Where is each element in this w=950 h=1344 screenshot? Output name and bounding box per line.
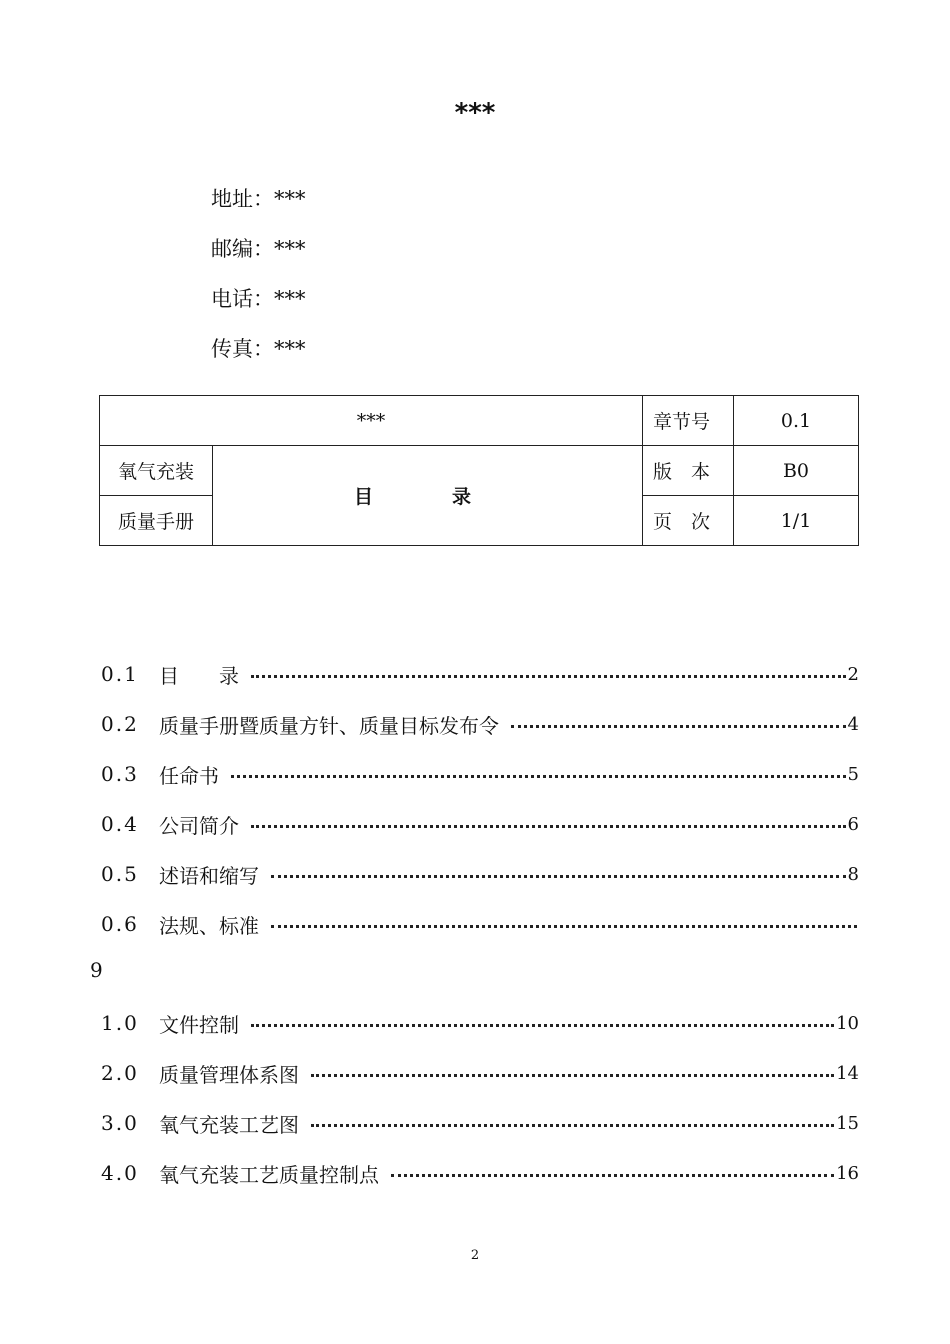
toc-leader-dots <box>251 825 846 828</box>
toc-page-number: 10 <box>836 1012 859 1034</box>
version-value: B0 <box>734 446 859 496</box>
toc-leader-dots <box>391 1174 834 1177</box>
toc-number: 4.0 <box>101 1161 139 1185</box>
toc-entry[interactable] <box>101 1158 859 1188</box>
toc-page-number: 2 <box>847 663 859 685</box>
contact-postcode <box>211 234 306 264</box>
toc-number: 3.0 <box>101 1111 139 1135</box>
toc-leader-dots <box>271 875 846 878</box>
toc-entry[interactable] <box>101 909 859 939</box>
version-label: 版 本 <box>643 446 734 496</box>
toc-entry[interactable] <box>101 809 859 839</box>
contact-label: 电话： <box>211 287 274 311</box>
header-company: *** <box>100 396 643 446</box>
toc-number: 0.6 <box>101 912 139 936</box>
toc-leader-dots <box>511 725 846 728</box>
toc-leader-dots <box>311 1074 834 1077</box>
toc-page-number: 6 <box>847 813 859 835</box>
toc-number: 2.0 <box>101 1061 139 1085</box>
toc-page-number: 8 <box>847 863 859 885</box>
toc-page-number: 14 <box>836 1062 859 1084</box>
toc-page-number: 16 <box>836 1162 859 1184</box>
toc-title: 法规、标准 <box>159 913 259 938</box>
toc-entry[interactable] <box>101 1058 859 1088</box>
contact-fax <box>211 334 306 364</box>
toc-number: 0.5 <box>101 862 139 886</box>
contact-label: 邮编： <box>211 237 274 261</box>
toc-leader-dots <box>271 925 857 928</box>
contact-label: 传真： <box>211 337 274 361</box>
toc-entry[interactable] <box>101 859 859 889</box>
toc-leader-dots <box>251 675 846 678</box>
toc-entry[interactable] <box>101 759 859 789</box>
toc-title: 公司简介 <box>159 813 239 838</box>
toc-title: 任命书 <box>159 763 219 788</box>
toc-title: 质量手册暨质量方针、质量目标发布令 <box>159 713 499 738</box>
toc-page-number: 4 <box>847 713 859 735</box>
contact-phone <box>211 284 306 314</box>
header-left-line2: 质量手册 <box>100 496 213 546</box>
toc-leader-dots <box>231 775 846 778</box>
page-label: 页 次 <box>643 496 734 546</box>
toc-wrapped-page-number: 9 <box>90 958 103 982</box>
chapter-label: 章节号 <box>643 396 734 446</box>
toc-page-number: 15 <box>836 1112 859 1134</box>
contact-value: *** <box>274 287 306 311</box>
document-header-table <box>99 395 859 546</box>
toc-title: 述语和缩写 <box>159 863 259 888</box>
page-value: 1/1 <box>734 496 859 546</box>
main-title: 目 录 <box>213 446 643 546</box>
toc-title: 氧气充装工艺质量控制点 <box>159 1162 379 1187</box>
toc-number: 0.3 <box>101 762 139 786</box>
toc-leader-dots <box>251 1024 834 1027</box>
toc-leader-dots <box>311 1124 834 1127</box>
footer-page-number: 2 <box>470 1248 480 1263</box>
toc-number: 0.2 <box>101 712 139 736</box>
toc-entry[interactable] <box>101 709 859 739</box>
contact-address <box>211 184 306 214</box>
toc-entry[interactable] <box>101 659 859 689</box>
toc-title: 氧气充装工艺图 <box>159 1112 299 1137</box>
company-title: *** <box>454 98 496 128</box>
contact-value: *** <box>274 187 306 211</box>
toc-entry[interactable] <box>101 1008 859 1038</box>
chapter-value: 0.1 <box>734 396 859 446</box>
contact-label: 地址： <box>211 187 274 211</box>
header-left-line1: 氧气充装 <box>100 446 213 496</box>
contact-value: *** <box>274 337 306 361</box>
toc-title: 质量管理体系图 <box>159 1062 299 1087</box>
toc-title: 目 录 <box>159 663 239 688</box>
toc-page-number: 5 <box>847 763 859 785</box>
toc-title: 文件控制 <box>159 1012 239 1037</box>
toc-number: 0.1 <box>101 662 139 686</box>
toc-number: 0.4 <box>101 812 139 836</box>
contact-value: *** <box>274 237 306 261</box>
toc-entry[interactable] <box>101 1108 859 1138</box>
toc-number: 1.0 <box>101 1011 139 1035</box>
